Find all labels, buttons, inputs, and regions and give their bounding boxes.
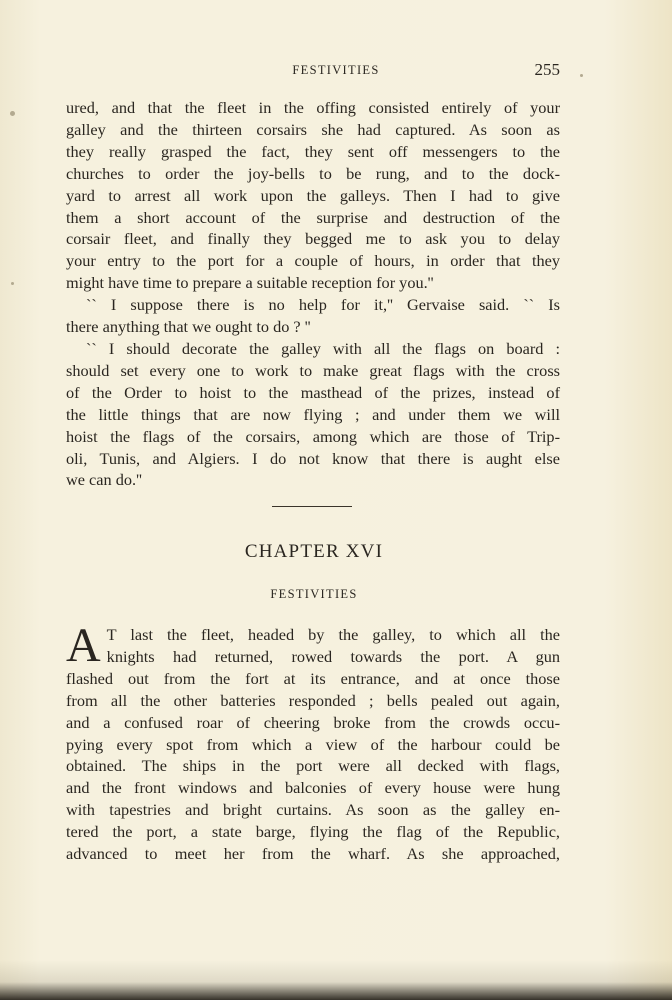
text-line: we can do.'' bbox=[66, 470, 142, 490]
running-title: FESTIVITIES bbox=[292, 63, 380, 77]
text-line: with tapestries and bright curtains. As soon as the galley en- bbox=[66, 800, 560, 820]
text-line: the little things that are now flying ; and under them we will bbox=[66, 404, 560, 424]
text-line: tered the port, a state barge, flying the flag of the Republic, bbox=[66, 822, 560, 842]
chapter-heading: CHAPTER XVI bbox=[244, 541, 384, 562]
chapter-subtitle: FESTIVITIES bbox=[270, 587, 358, 601]
text-line: advanced to meet her from the wharf. As she approached, bbox=[66, 844, 560, 864]
chapter-text bbox=[66, 619, 560, 865]
text-line: there anything that we ought to do ? '' bbox=[66, 317, 311, 337]
text-line: T last the fleet, headed by the galley, to which all the bbox=[106, 625, 560, 644]
margin-speck bbox=[10, 111, 15, 116]
text-line: obtained. The ships in the port were all decked with flags, bbox=[66, 756, 560, 776]
running-head bbox=[0, 60, 672, 82]
text-line: ured, and that the fleet in the offing consisted entirely of your bbox=[66, 98, 560, 117]
text-line: oli, Tunis, and Algiers. I do not know that there is aught else bbox=[66, 448, 560, 468]
text-line: churches to order the joy-bells to be rung, and to the dock- bbox=[66, 163, 560, 183]
section-divider bbox=[272, 506, 352, 507]
text-line: from all the other batteries responded ; bells pealed out again, bbox=[66, 690, 560, 710]
drop-cap: A bbox=[66, 619, 101, 672]
text-line: they really grasped the fact, they sent off messengers to the bbox=[66, 141, 560, 161]
text-block-continuation bbox=[66, 97, 560, 491]
text-line: flashed out from the fort at its entrance, and at once those bbox=[66, 668, 560, 688]
text-line: pying every spot from which a view of the harbour could be bbox=[66, 734, 560, 754]
text-line: `` I should decorate the galley with all the flags on board : bbox=[86, 338, 560, 358]
text-line: and a confused roar of cheering broke from the crowds occu- bbox=[66, 712, 560, 732]
text-line: knights had returned, rowed towards the port. A gun bbox=[106, 646, 560, 666]
text-line: galley and the thirteen corsairs she had captured. As soon as bbox=[66, 119, 560, 139]
text-line: them a short account of the surprise and destruction of the bbox=[66, 207, 560, 227]
text-line: should set every one to work to make great flags with the cross bbox=[66, 360, 560, 380]
page-number: 255 bbox=[534, 60, 560, 79]
text-line: and the front windows and balconies of every house were hung bbox=[66, 778, 560, 798]
margin-speck bbox=[11, 282, 14, 285]
text-line: might have time to prepare a suitable reception for you.'' bbox=[66, 273, 434, 293]
page-bottom-edge-shadow bbox=[0, 960, 672, 1000]
text-line: hoist the flags of the corsairs, among which are those of Trip- bbox=[66, 426, 560, 446]
text-line: your entry to the port for a couple of hours, in order that they bbox=[66, 251, 560, 271]
text-line: corsair fleet, and finally they begged me to ask you to delay bbox=[66, 229, 560, 249]
text-line: yard to arrest all work upon the galleys. Then I had to give bbox=[66, 185, 560, 205]
text-line: of the Order to hoist to the masthead of the prizes, instead of bbox=[66, 382, 560, 402]
text-line: `` I suppose there is no help for it,'' Gervaise said. `` Is bbox=[86, 295, 560, 315]
